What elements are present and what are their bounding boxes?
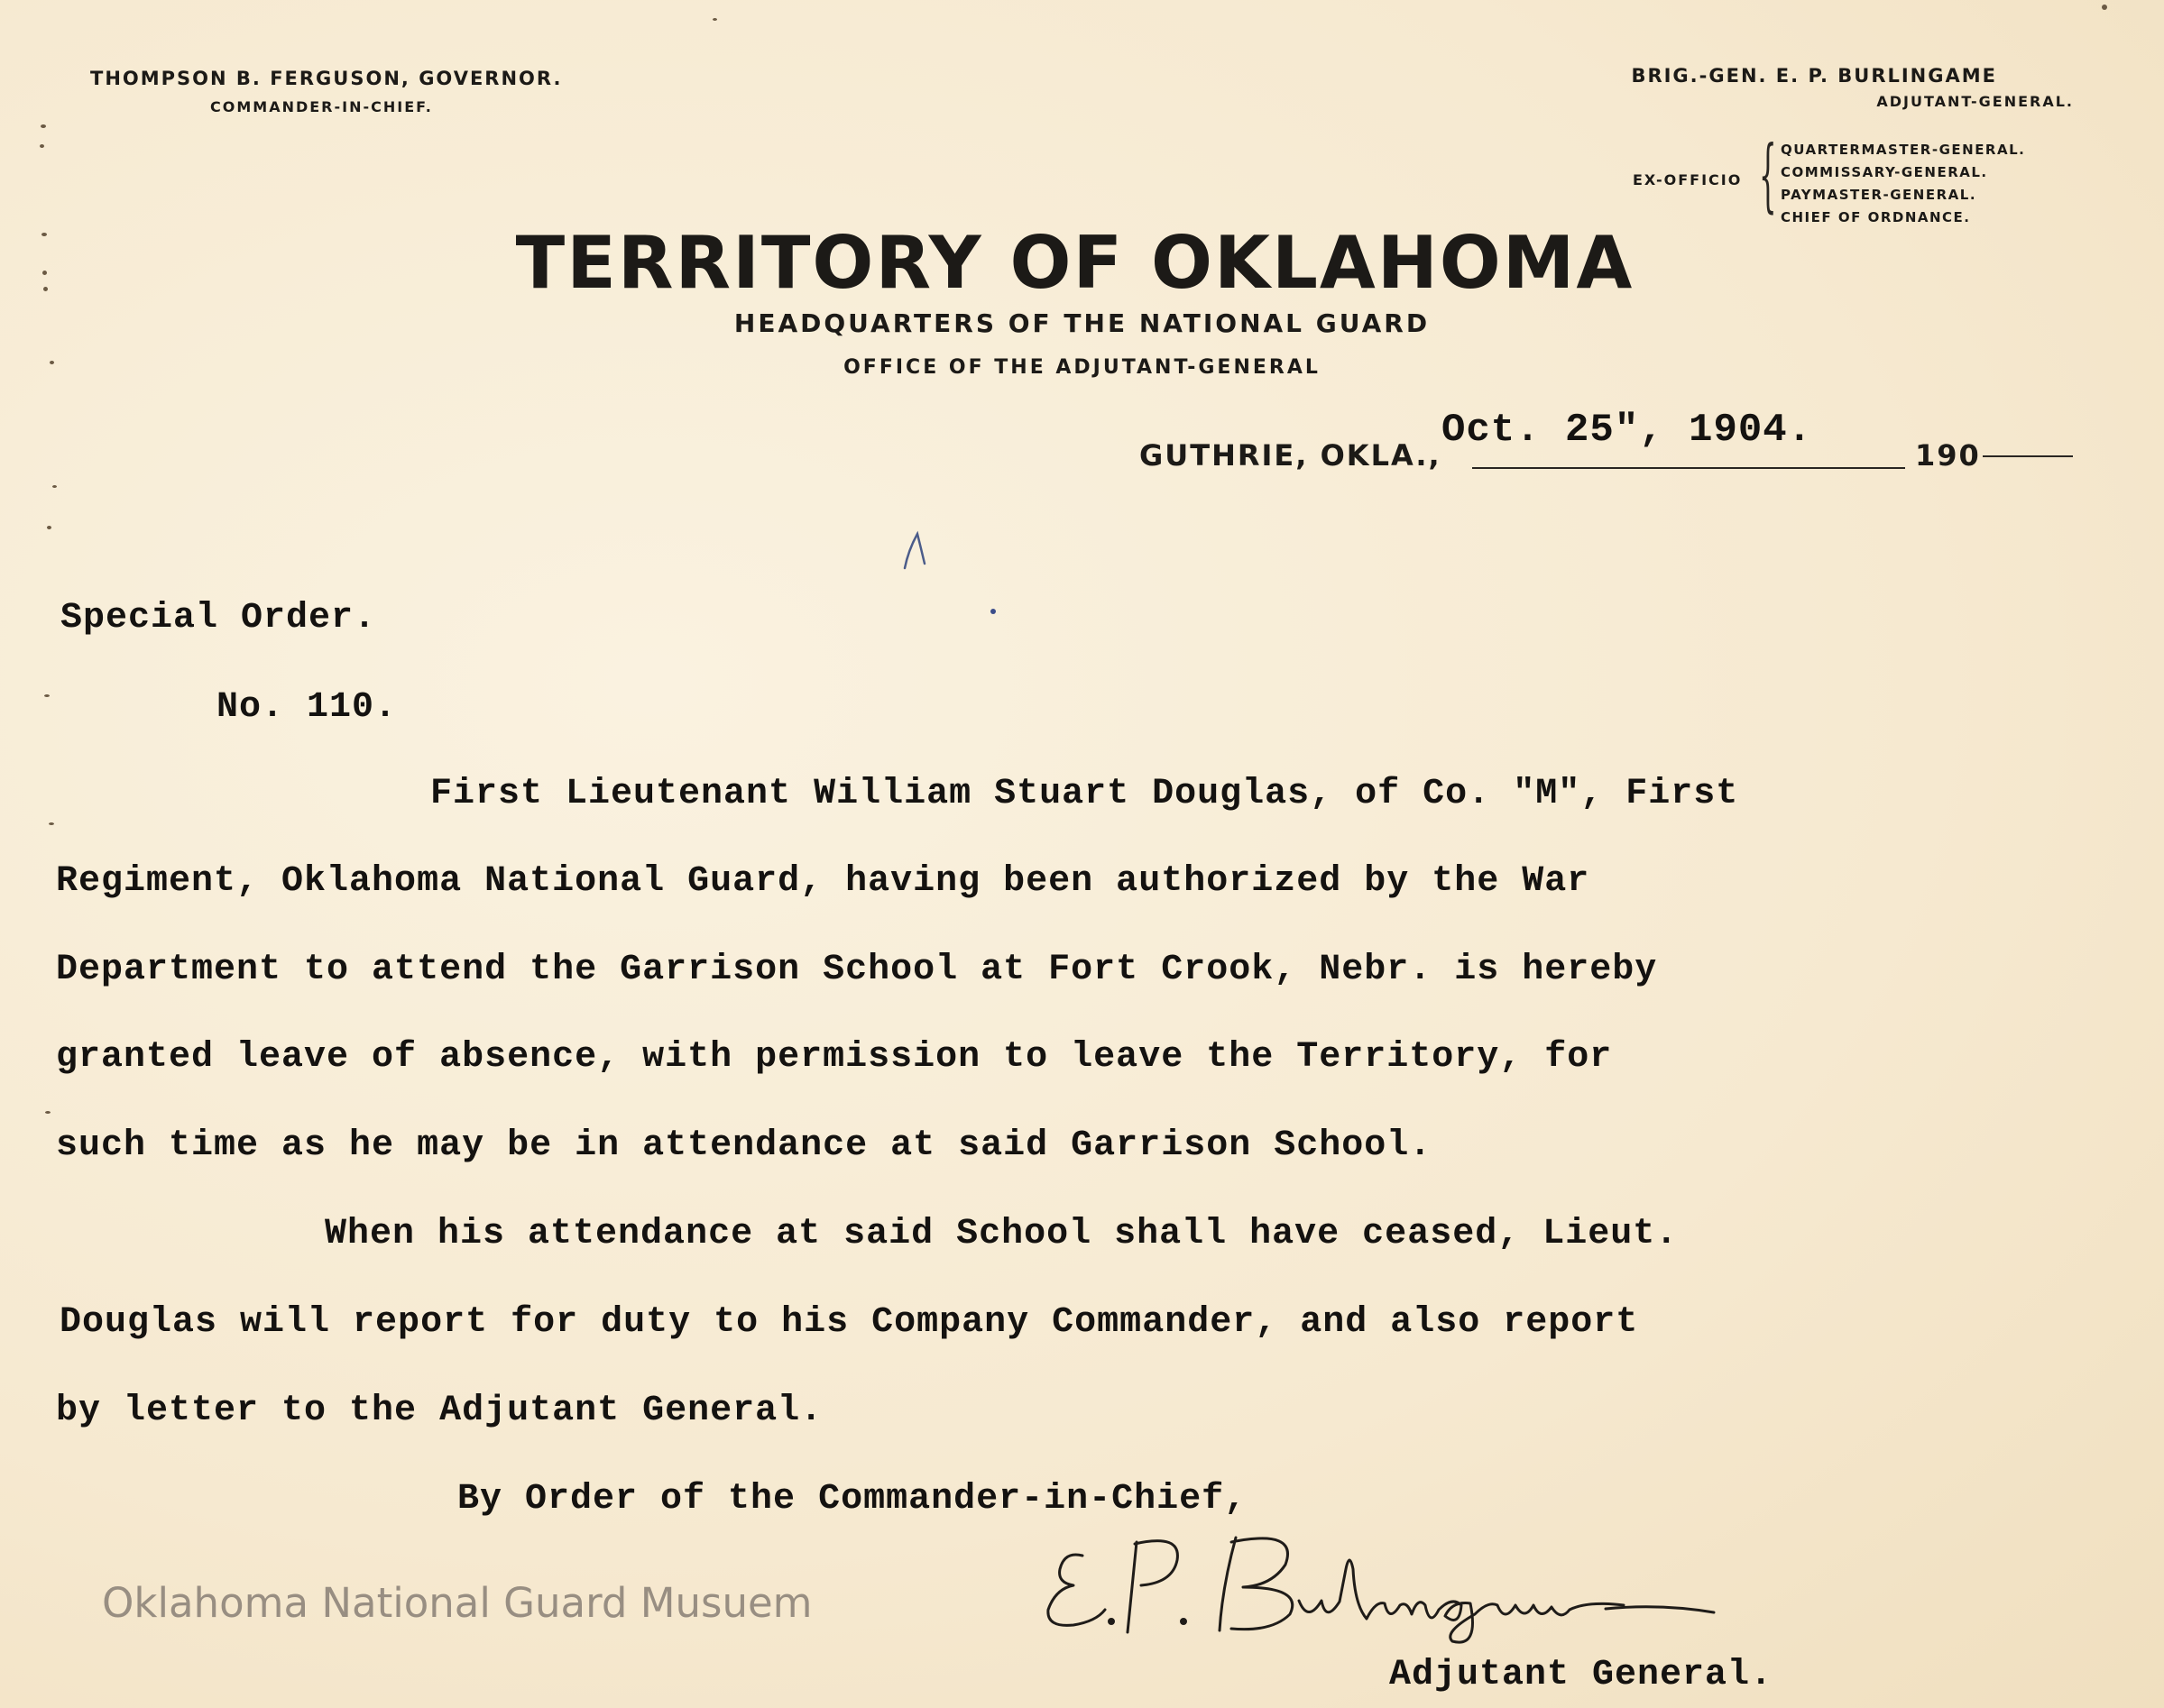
office-ordnance: CHIEF OF ORDNANCE.	[1781, 209, 1971, 225]
margin-speck	[49, 822, 54, 825]
office-quartermaster: QUARTERMASTER-GENERAL.	[1781, 142, 2026, 158]
order-number: No. 110.	[216, 687, 398, 728]
body-line: When his attendance at said School shall have ceased, Lieut.	[325, 1214, 1679, 1254]
letterhead-title-wrap	[0, 221, 2164, 305]
margin-speck	[47, 526, 51, 529]
margin-speck	[43, 287, 48, 291]
body-line: granted leave of absence, with permission to leave the Territory, for	[56, 1037, 1613, 1078]
ink-dot	[990, 609, 996, 614]
letterhead-subtitle: HEADQUARTERS OF THE NATIONAL GUARD	[733, 308, 1431, 338]
governor-name: THOMPSON B. FERGUSON, GOVERNOR.	[90, 68, 563, 89]
body-line: such time as he may be in attendance at said Garrison School.	[56, 1125, 1432, 1166]
museum-watermark: Oklahoma National Guard Musuem	[102, 1579, 813, 1627]
body-line: First Lieutenant William Stuart Douglas, of Co. "M", First	[430, 774, 1739, 814]
top-speck	[713, 18, 717, 21]
margin-speck	[41, 233, 47, 236]
office-commissary: COMMISSARY-GENERAL.	[1781, 164, 1988, 180]
handwritten-signature	[1028, 1515, 1894, 1650]
margin-speck	[44, 694, 50, 697]
place-label: GUTHRIE, OKLA.,	[1139, 438, 1441, 473]
margin-speck	[45, 1111, 51, 1114]
letterhead-title: TERRITORY OF OKLAHOMA	[515, 221, 1635, 305]
margin-speck	[40, 144, 44, 148]
body-line: by letter to the Adjutant General.	[56, 1391, 824, 1431]
corner-speck	[2102, 5, 2107, 10]
brace-glyph: {	[1759, 128, 1777, 221]
adjutant-general-title: ADJUTANT-GENERAL.	[1876, 93, 2074, 110]
order-title: Special Order.	[60, 598, 377, 638]
date-value: Oct. 25", 1904.	[1441, 408, 1813, 453]
ex-officio-label: EX-OFFICIO	[1633, 171, 1743, 188]
year-prefix: 190	[1915, 438, 1981, 473]
body-line: Regiment, Oklahoma National Guard, having been authorized by the War	[56, 861, 1590, 902]
margin-speck	[41, 124, 46, 128]
year-rule	[1983, 455, 2073, 457]
body-line: Douglas will report for duty to his Company Commander, and also report	[60, 1302, 1639, 1343]
margin-speck	[52, 485, 57, 488]
margin-speck	[50, 361, 54, 364]
adjutant-general-name: BRIG.-GEN. E. P. BURLINGAME	[1631, 65, 1997, 87]
office-paymaster: PAYMASTER-GENERAL.	[1781, 187, 1977, 203]
letterhead-office: OFFICE OF THE ADJUTANT-GENERAL	[843, 356, 1321, 379]
pencil-mark-icon	[898, 523, 943, 577]
body-line: Department to attend the Garrison School at Fort Crook, Nebr. is hereby	[56, 950, 1658, 990]
closing-line: By Order of the Commander-in-Chief,	[457, 1479, 1248, 1520]
date-rule	[1472, 467, 1905, 469]
margin-speck	[42, 271, 47, 275]
governor-title: COMMANDER-IN-CHIEF.	[210, 98, 433, 115]
ex-officio-offices	[1781, 139, 2025, 229]
signer-title: Adjutant General.	[1389, 1655, 1773, 1695]
